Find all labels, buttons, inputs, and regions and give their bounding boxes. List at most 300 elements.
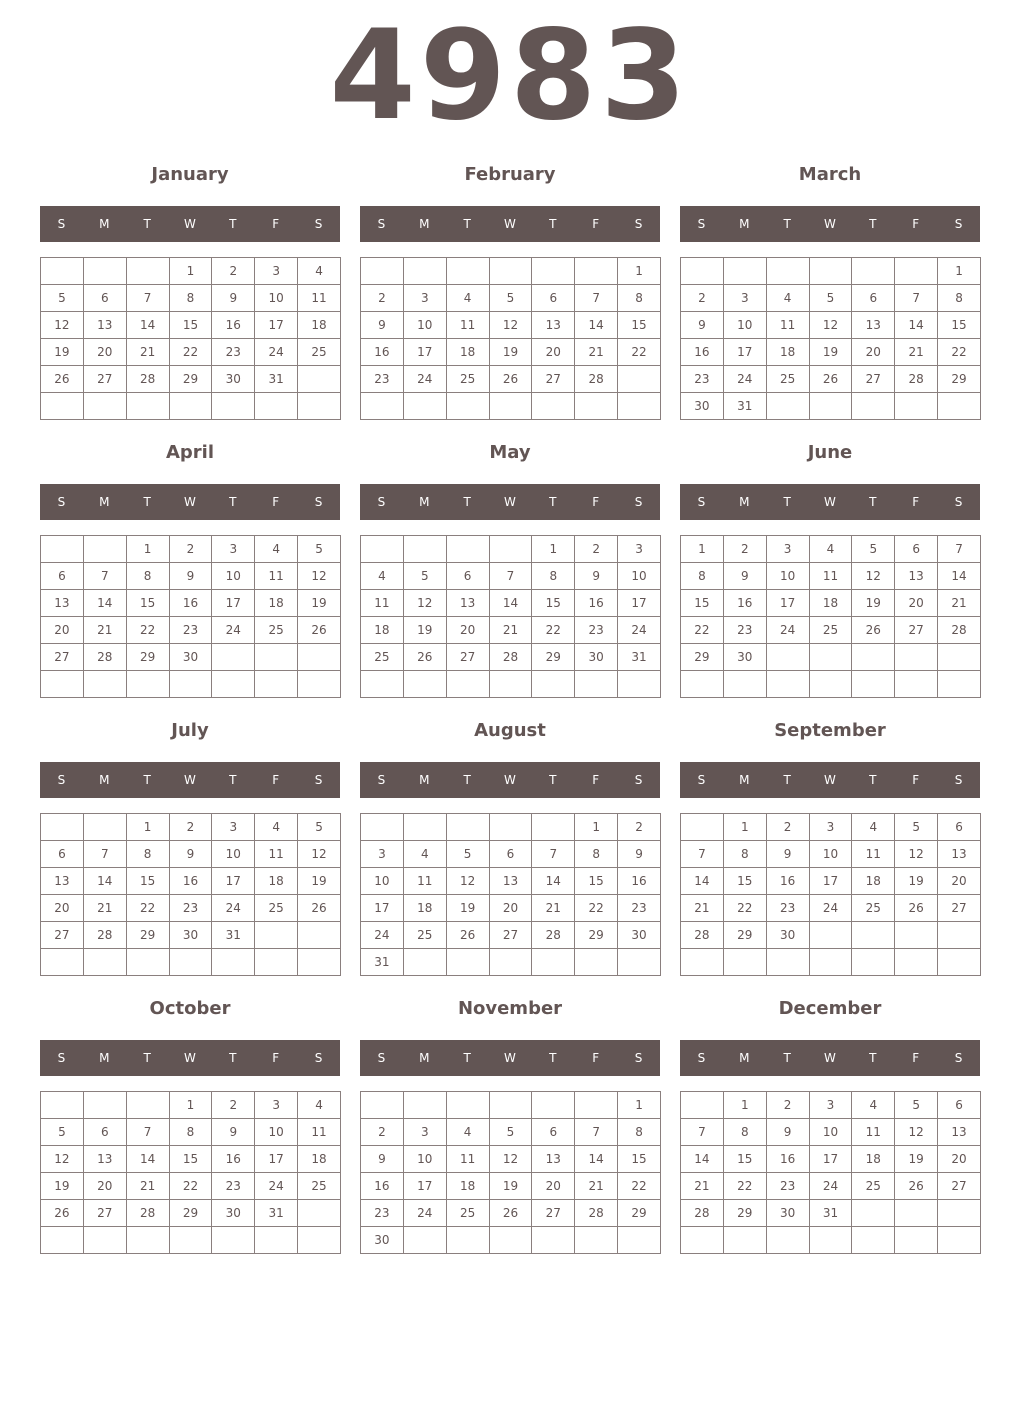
month-name: August — [474, 720, 546, 741]
empty-day-cell — [809, 258, 852, 285]
weekday-label: S — [954, 217, 963, 231]
day-cell: 13 — [83, 312, 126, 339]
empty-day-cell — [809, 393, 852, 420]
day-cell: 19 — [895, 868, 938, 895]
day-cell: 16 — [575, 590, 618, 617]
empty-day-cell — [403, 393, 446, 420]
day-cell: 8 — [723, 1119, 766, 1146]
weekday-label: T — [463, 495, 471, 509]
week-row — [361, 1173, 661, 1200]
empty-day-cell — [446, 949, 489, 976]
day-cell: 6 — [895, 536, 938, 563]
empty-day-cell — [83, 1092, 126, 1119]
day-cell: 27 — [852, 366, 895, 393]
empty-day-cell — [212, 1227, 255, 1254]
weekday-label: M — [99, 1051, 110, 1065]
empty-day-cell — [298, 1227, 341, 1254]
weekday-label: F — [912, 495, 920, 509]
day-cell: 28 — [681, 1200, 724, 1227]
week-row — [41, 1227, 341, 1254]
day-grid — [360, 1091, 661, 1254]
day-cell: 11 — [298, 285, 341, 312]
day-cell: 30 — [575, 644, 618, 671]
day-cell: 20 — [489, 895, 532, 922]
day-cell: 8 — [532, 563, 575, 590]
day-cell: 6 — [938, 814, 981, 841]
empty-day-cell — [809, 671, 852, 698]
day-cell: 13 — [446, 590, 489, 617]
day-cell: 15 — [169, 1146, 212, 1173]
empty-day-cell — [489, 671, 532, 698]
day-cell: 11 — [255, 563, 298, 590]
weekday-label: T — [869, 217, 877, 231]
day-cell: 17 — [809, 1146, 852, 1173]
day-cell: 28 — [489, 644, 532, 671]
month-name: April — [165, 442, 215, 463]
weekday-label: S — [57, 1051, 66, 1065]
day-cell: 9 — [361, 1146, 404, 1173]
day-cell: 31 — [618, 644, 661, 671]
day-cell: 7 — [575, 1119, 618, 1146]
day-cell: 27 — [532, 1200, 575, 1227]
day-cell: 23 — [681, 366, 724, 393]
weekday-header — [680, 484, 980, 520]
day-cell: 25 — [809, 617, 852, 644]
day-cell: 4 — [766, 285, 809, 312]
day-cell: 13 — [83, 1146, 126, 1173]
day-cell: 4 — [403, 841, 446, 868]
empty-day-cell — [618, 1227, 661, 1254]
day-cell: 3 — [809, 1092, 852, 1119]
day-grid — [680, 813, 981, 976]
day-cell: 22 — [618, 1173, 661, 1200]
day-cell: 29 — [575, 922, 618, 949]
empty-day-cell — [298, 393, 341, 420]
weekday-label: T — [229, 495, 237, 509]
empty-day-cell — [532, 671, 575, 698]
day-cell: 27 — [938, 895, 981, 922]
day-cell: 21 — [681, 1173, 724, 1200]
week-row — [361, 671, 661, 698]
month-name: March — [798, 164, 862, 185]
day-cell: 13 — [41, 868, 84, 895]
day-cell: 5 — [298, 814, 341, 841]
day-cell: 20 — [938, 1146, 981, 1173]
empty-day-cell — [446, 1227, 489, 1254]
day-cell: 13 — [938, 841, 981, 868]
empty-day-cell — [169, 671, 212, 698]
weekday-label: M — [99, 773, 110, 787]
day-cell: 28 — [532, 922, 575, 949]
year-title: 4983 — [329, 4, 691, 148]
week-row — [681, 536, 981, 563]
day-cell: 20 — [938, 868, 981, 895]
empty-day-cell — [618, 949, 661, 976]
day-cell: 28 — [83, 922, 126, 949]
day-cell: 2 — [212, 1092, 255, 1119]
empty-day-cell — [83, 814, 126, 841]
day-cell: 16 — [212, 312, 255, 339]
day-cell: 23 — [618, 895, 661, 922]
week-row — [41, 563, 341, 590]
day-cell: 4 — [446, 285, 489, 312]
weekday-label: S — [314, 217, 323, 231]
day-cell: 11 — [403, 868, 446, 895]
day-cell: 23 — [361, 1200, 404, 1227]
day-cell: 7 — [489, 563, 532, 590]
day-cell: 22 — [938, 339, 981, 366]
day-cell: 18 — [446, 1173, 489, 1200]
empty-day-cell — [895, 1227, 938, 1254]
month-name: November — [457, 998, 563, 1019]
month-name: February — [464, 164, 556, 185]
day-cell: 21 — [681, 895, 724, 922]
weekday-header — [680, 206, 980, 242]
week-row — [361, 590, 661, 617]
day-cell: 27 — [489, 922, 532, 949]
day-cell: 25 — [852, 895, 895, 922]
empty-day-cell — [938, 949, 981, 976]
empty-day-cell — [212, 671, 255, 698]
weekday-label: S — [634, 773, 643, 787]
day-cell: 12 — [852, 563, 895, 590]
day-cell: 18 — [403, 895, 446, 922]
day-cell: 18 — [809, 590, 852, 617]
empty-day-cell — [446, 393, 489, 420]
day-cell: 23 — [575, 617, 618, 644]
empty-day-cell — [446, 536, 489, 563]
empty-day-cell — [126, 671, 169, 698]
day-cell: 7 — [126, 285, 169, 312]
weekday-header — [40, 1040, 340, 1076]
day-cell: 14 — [681, 1146, 724, 1173]
day-cell: 4 — [361, 563, 404, 590]
weekday-label: S — [697, 1051, 706, 1065]
day-cell: 23 — [766, 895, 809, 922]
weekday-label: S — [634, 495, 643, 509]
day-cell: 1 — [723, 1092, 766, 1119]
empty-day-cell — [723, 258, 766, 285]
empty-day-cell — [169, 1227, 212, 1254]
day-cell: 12 — [809, 312, 852, 339]
empty-day-cell — [809, 949, 852, 976]
day-cell: 26 — [895, 1173, 938, 1200]
weekday-label: T — [229, 1051, 237, 1065]
day-cell: 3 — [361, 841, 404, 868]
day-cell: 6 — [938, 1092, 981, 1119]
day-cell: 5 — [895, 814, 938, 841]
day-cell: 23 — [169, 617, 212, 644]
day-cell: 13 — [895, 563, 938, 590]
empty-day-cell — [852, 644, 895, 671]
weekday-label: S — [377, 1051, 386, 1065]
day-cell: 30 — [212, 366, 255, 393]
empty-day-cell — [361, 1092, 404, 1119]
week-row — [681, 366, 981, 393]
week-row — [41, 258, 341, 285]
weekday-label: W — [184, 217, 196, 231]
day-cell: 10 — [403, 1146, 446, 1173]
day-cell: 14 — [681, 868, 724, 895]
month-name: May — [489, 442, 531, 463]
day-cell: 20 — [446, 617, 489, 644]
day-cell: 8 — [169, 285, 212, 312]
week-row — [41, 1146, 341, 1173]
empty-day-cell — [895, 1200, 938, 1227]
empty-day-cell — [126, 258, 169, 285]
empty-day-cell — [575, 393, 618, 420]
week-row — [681, 339, 981, 366]
day-cell: 26 — [403, 644, 446, 671]
empty-day-cell — [446, 258, 489, 285]
day-cell: 25 — [403, 922, 446, 949]
week-row — [41, 590, 341, 617]
weekday-label: S — [57, 217, 66, 231]
day-cell: 28 — [83, 644, 126, 671]
weekday-label: S — [314, 773, 323, 787]
day-cell: 14 — [126, 312, 169, 339]
weekday-label: S — [954, 1051, 963, 1065]
day-cell: 8 — [618, 285, 661, 312]
empty-day-cell — [41, 1227, 84, 1254]
day-cell: 6 — [83, 1119, 126, 1146]
day-grid — [40, 813, 341, 976]
empty-day-cell — [575, 949, 618, 976]
day-cell: 6 — [83, 285, 126, 312]
day-cell: 31 — [255, 366, 298, 393]
empty-day-cell — [126, 1227, 169, 1254]
day-cell: 4 — [298, 1092, 341, 1119]
day-cell: 18 — [446, 339, 489, 366]
day-grid — [680, 535, 981, 698]
day-cell: 20 — [532, 339, 575, 366]
day-cell: 20 — [895, 590, 938, 617]
day-cell: 27 — [895, 617, 938, 644]
empty-day-cell — [766, 258, 809, 285]
day-cell: 13 — [532, 1146, 575, 1173]
day-cell: 21 — [489, 617, 532, 644]
day-cell: 26 — [298, 617, 341, 644]
weekday-label: M — [739, 1051, 750, 1065]
empty-day-cell — [403, 1227, 446, 1254]
day-cell: 24 — [361, 922, 404, 949]
empty-day-cell — [938, 1227, 981, 1254]
day-cell: 3 — [723, 285, 766, 312]
week-row — [681, 841, 981, 868]
empty-day-cell — [255, 644, 298, 671]
day-cell: 28 — [895, 366, 938, 393]
day-cell: 16 — [361, 339, 404, 366]
week-row — [41, 671, 341, 698]
weekday-label: S — [314, 1051, 323, 1065]
day-cell: 15 — [681, 590, 724, 617]
empty-day-cell — [766, 1227, 809, 1254]
day-cell: 15 — [575, 868, 618, 895]
weekday-label: W — [824, 773, 836, 787]
empty-day-cell — [895, 393, 938, 420]
empty-day-cell — [489, 949, 532, 976]
empty-day-cell — [361, 671, 404, 698]
empty-day-cell — [361, 258, 404, 285]
weekday-label: S — [57, 495, 66, 509]
week-row — [41, 1119, 341, 1146]
empty-day-cell — [212, 393, 255, 420]
weekday-label: S — [697, 217, 706, 231]
day-cell: 29 — [169, 1200, 212, 1227]
day-cell: 30 — [169, 644, 212, 671]
day-cell: 10 — [766, 563, 809, 590]
day-cell: 30 — [169, 922, 212, 949]
weekday-label: T — [549, 217, 557, 231]
day-cell: 10 — [618, 563, 661, 590]
empty-day-cell — [255, 949, 298, 976]
weekday-label: F — [272, 217, 280, 231]
empty-day-cell — [169, 393, 212, 420]
week-row — [681, 563, 981, 590]
weekday-label: W — [504, 773, 516, 787]
day-cell: 16 — [361, 1173, 404, 1200]
day-cell: 7 — [83, 841, 126, 868]
day-cell: 9 — [681, 312, 724, 339]
day-cell: 17 — [766, 590, 809, 617]
day-cell: 24 — [618, 617, 661, 644]
empty-day-cell — [723, 949, 766, 976]
empty-day-cell — [618, 393, 661, 420]
day-cell: 28 — [938, 617, 981, 644]
week-row — [361, 617, 661, 644]
day-cell: 2 — [681, 285, 724, 312]
day-cell: 10 — [255, 285, 298, 312]
empty-day-cell — [361, 393, 404, 420]
day-cell: 20 — [83, 339, 126, 366]
day-cell: 27 — [41, 644, 84, 671]
week-row — [681, 1092, 981, 1119]
weekday-header — [360, 484, 660, 520]
empty-day-cell — [83, 949, 126, 976]
weekday-label: T — [869, 773, 877, 787]
day-cell: 26 — [852, 617, 895, 644]
day-cell: 9 — [212, 1119, 255, 1146]
day-cell: 14 — [532, 868, 575, 895]
weekday-label: S — [954, 495, 963, 509]
day-cell: 22 — [723, 895, 766, 922]
empty-day-cell — [403, 814, 446, 841]
day-cell: 18 — [298, 312, 341, 339]
month-name: January — [151, 164, 229, 185]
day-cell: 7 — [895, 285, 938, 312]
day-cell: 29 — [681, 644, 724, 671]
day-cell: 30 — [681, 393, 724, 420]
day-cell: 18 — [852, 1146, 895, 1173]
day-cell: 11 — [852, 1119, 895, 1146]
week-row — [681, 671, 981, 698]
weekday-label: T — [783, 1051, 791, 1065]
day-cell: 25 — [298, 1173, 341, 1200]
weekday-label: S — [377, 217, 386, 231]
day-cell: 27 — [532, 366, 575, 393]
empty-day-cell — [489, 393, 532, 420]
day-cell: 16 — [681, 339, 724, 366]
day-cell: 4 — [255, 814, 298, 841]
month-name: June — [807, 442, 853, 463]
day-cell: 16 — [766, 868, 809, 895]
day-cell: 2 — [361, 1119, 404, 1146]
day-cell: 13 — [938, 1119, 981, 1146]
empty-day-cell — [532, 1092, 575, 1119]
day-cell: 20 — [41, 617, 84, 644]
day-cell: 15 — [126, 868, 169, 895]
week-row — [361, 312, 661, 339]
day-cell: 26 — [41, 1200, 84, 1227]
day-cell: 27 — [83, 366, 126, 393]
empty-day-cell — [83, 536, 126, 563]
empty-day-cell — [361, 814, 404, 841]
empty-day-cell — [83, 671, 126, 698]
day-cell: 8 — [126, 563, 169, 590]
day-grid — [360, 535, 661, 698]
empty-day-cell — [126, 393, 169, 420]
day-cell: 21 — [575, 339, 618, 366]
empty-day-cell — [852, 258, 895, 285]
weekday-label: T — [463, 1051, 471, 1065]
empty-day-cell — [41, 671, 84, 698]
day-cell: 2 — [169, 814, 212, 841]
week-row — [361, 1146, 661, 1173]
empty-day-cell — [255, 393, 298, 420]
day-cell: 12 — [41, 1146, 84, 1173]
week-row — [41, 895, 341, 922]
day-cell: 12 — [41, 312, 84, 339]
weekday-header — [680, 1040, 980, 1076]
week-row — [41, 644, 341, 671]
empty-day-cell — [298, 922, 341, 949]
day-cell: 23 — [723, 617, 766, 644]
day-cell: 12 — [895, 1119, 938, 1146]
week-row — [41, 1173, 341, 1200]
week-row — [361, 868, 661, 895]
weekday-label: S — [314, 495, 323, 509]
day-cell: 22 — [575, 895, 618, 922]
day-grid — [360, 813, 661, 976]
day-cell: 4 — [255, 536, 298, 563]
weekday-header — [40, 484, 340, 520]
empty-day-cell — [532, 814, 575, 841]
day-cell: 14 — [489, 590, 532, 617]
day-cell: 12 — [446, 868, 489, 895]
empty-day-cell — [403, 258, 446, 285]
empty-day-cell — [723, 1227, 766, 1254]
day-cell: 7 — [938, 536, 981, 563]
day-cell: 17 — [403, 1173, 446, 1200]
empty-day-cell — [938, 393, 981, 420]
day-cell: 13 — [489, 868, 532, 895]
day-cell: 29 — [938, 366, 981, 393]
day-cell: 25 — [852, 1173, 895, 1200]
day-cell: 15 — [618, 312, 661, 339]
weekday-label: T — [783, 217, 791, 231]
day-cell: 11 — [446, 312, 489, 339]
day-cell: 13 — [852, 312, 895, 339]
weekday-label: W — [824, 1051, 836, 1065]
week-row — [361, 644, 661, 671]
day-cell: 26 — [41, 366, 84, 393]
day-cell: 5 — [41, 1119, 84, 1146]
weekday-label: M — [739, 495, 750, 509]
day-cell: 27 — [41, 922, 84, 949]
empty-day-cell — [489, 814, 532, 841]
empty-day-cell — [489, 1092, 532, 1119]
empty-day-cell — [938, 644, 981, 671]
